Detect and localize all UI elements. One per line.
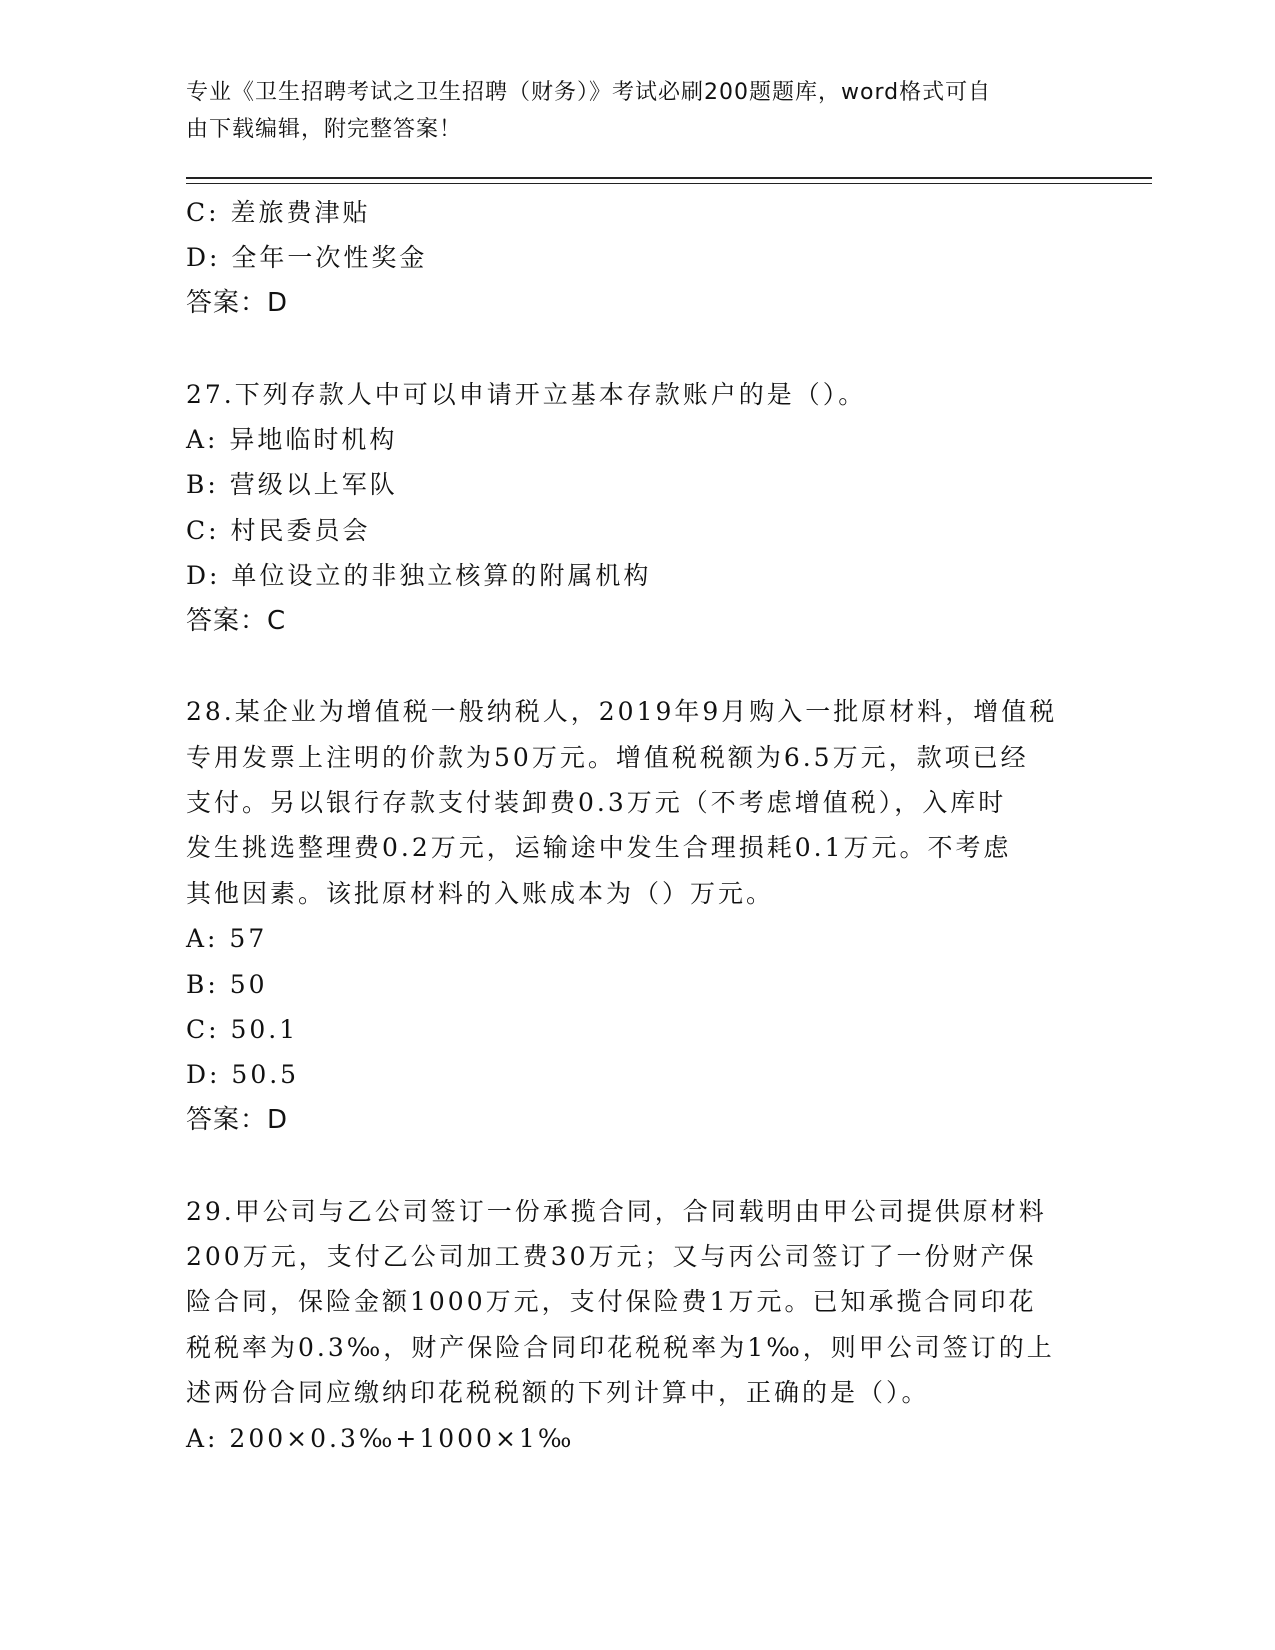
question-list [186,190,1086,1461]
header-line-2: 由下载编辑，附完整答案！ [186,117,463,142]
answer-line: 答案：D [186,1104,289,1135]
document-header [186,74,1066,148]
option-a: A: 200×0.3‰+1000×1‰ [186,1423,575,1453]
question-stem-line-1: 29.甲公司与乙公司签订一份承揽合同，合同载明由甲公司提供原材料 [186,1196,1047,1226]
question-stem-line-4: 税税率为0.3‰，财产保险合同印花税税率为1‰，则甲公司签订的上 [186,1332,1055,1362]
question-stem-line-5: 述两份合同应缴纳印花税税额的下列计算中，正确的是（）。 [186,1378,930,1408]
answer-line: 答案：C [186,605,287,636]
option-c: C: 50.1 [186,1015,299,1045]
question-stem-line-1: 28.某企业为增值税一般纳税人，2019年9月购入一批原材料，增值税 [186,697,1058,727]
question-stem-line-4: 发生挑选整理费0.2万元，运输途中发生合理损耗0.1万元。不考虑 [186,833,1012,863]
option-c: C: 村民委员会 [186,515,371,545]
question-stem-line-5: 其他因素。该批原材料的入账成本为（）万元。 [186,878,775,908]
question-29 [186,1189,1086,1461]
header-rule-thick [186,177,1152,179]
answer-line: 答案：D [186,287,289,318]
question-28 [186,689,1086,1143]
option-d: D: 单位设立的非独立核算的附属机构 [186,561,652,591]
option-a: A: 57 [186,924,268,954]
question-stem: 27.下列存款人中可以申请开立基本存款账户的是（）。 [186,379,867,409]
option-b: B: 50 [186,969,268,999]
question-stem-line-3: 险合同，保险金额1000万元，支付保险费1万元。已知承揽合同印花 [186,1287,1037,1317]
question-stem-line-2: 专用发票上注明的价款为50万元。增值税税额为6.5万元，款项已经 [186,742,1029,772]
question-stem-line-3: 支付。另以银行存款支付装卸费0.3万元（不考虑增值税），入库时 [186,788,1007,818]
option-a: A: 异地临时机构 [186,424,398,454]
option-d: D: 50.5 [186,1060,300,1090]
question-stem-line-2: 200万元，支付乙公司加工费30万元；又与丙公司签订了一份财产保 [186,1241,1037,1271]
header-line-1: 专业《卫生招聘考试之卫生招聘（财务）》考试必刷200题题库，word格式可自 [186,80,992,105]
option-b: B: 营级以上军队 [186,470,398,500]
option-c: C: 差旅费津贴 [186,198,371,227]
question-26-tail [186,190,1086,326]
header-rule-thin [186,183,1152,184]
question-27 [186,372,1086,644]
option-d: D: 全年一次性奖金 [186,243,428,273]
